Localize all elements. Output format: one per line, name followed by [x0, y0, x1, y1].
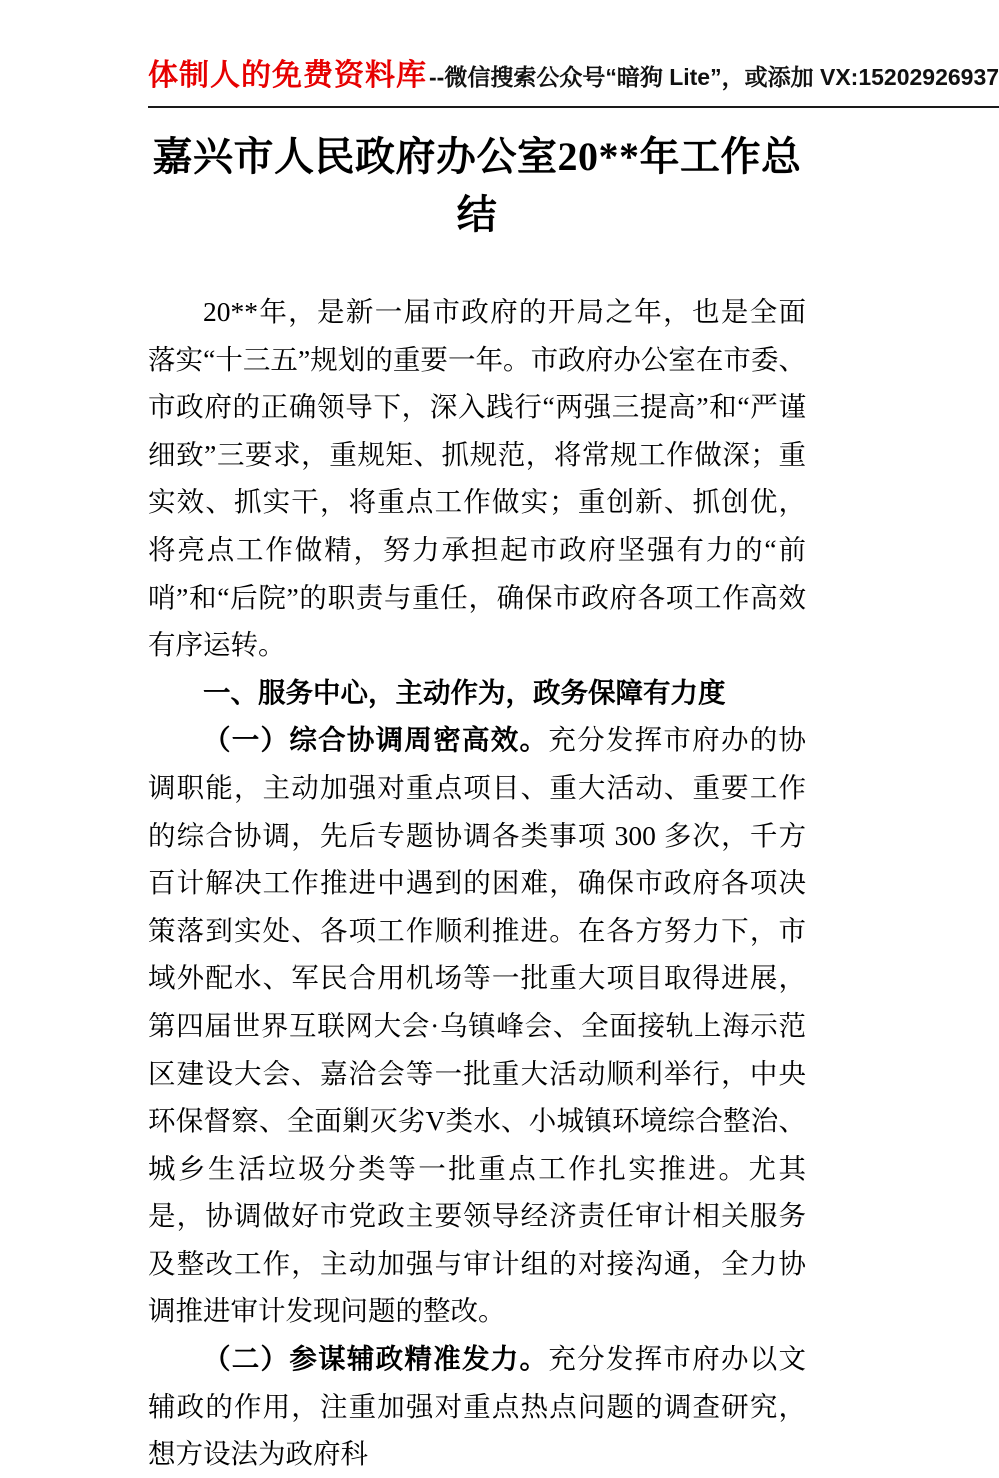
promo-header — [148, 56, 999, 108]
body-paragraph — [148, 716, 806, 1335]
body-paragraph — [148, 1335, 806, 1478]
promo-brand-text: 体制人的免费资料库 — [148, 59, 427, 92]
paragraph-lead: （一）综合协调周密高效。 — [203, 724, 549, 756]
paragraph-text: 一、服务中心，主动作为，政务保障有力度 — [203, 676, 726, 708]
document-title: 嘉兴市人民政府办公室20**年工作总结 — [152, 134, 802, 237]
paragraph-lead: （二）参谋辅政精准发力。 — [203, 1343, 549, 1375]
section-heading — [148, 669, 806, 717]
paragraph-text: 充分发挥市府办以文辅政的作用，注重加强对重点热点问题的调查研究，想方设法为政府科 — [148, 1343, 807, 1470]
body-paragraph — [148, 288, 806, 669]
paragraph-text: 充分发挥市府办的协调职能，主动加强对重点项目、重大活动、重要工作的综合协调，先后专题协调各类事项 300 多次，千方百计解决工作推进中遇到的困难，确保市政府各项决策落到实处、各项工作顺利推进。在各方努力下，市域外配水、军民合用机场等一批重大项目取得进展，第四届世界互联网大会·乌镇峰会、全面接轨上海示范区建设大会、嘉洽会等一批重大活动顺利举行，中央环保督察、全面剿灭劣V类水、小城镇环境综合整治、城乡生活垃圾分类等一批重点工作扎实推进。尤其是，协调做好市党政主要领导经济责任审计相关服务及整改工作，主动加强与审计组的对接沟通，全力协调推进审计发现问题的整改。 — [148, 724, 807, 1327]
document-body — [148, 288, 806, 1478]
promo-subtitle-text: --微信搜索公众号“暗狗 Lite”，或添加 VX:15202926937 — [429, 64, 999, 90]
paragraph-text: 20**年，是新一届市政府的开局之年，也是全面落实“十三五”规划的重要一年。市政府办公室在市委、市政府的正确领导下，深入践行“两强三提高”和“严谨细致”三要求，重规矩、抓规范，将常规工作做深；重实效、抓实干，将重点工作做实；重创新、抓创优，将亮点工作做精，努力承担起市政府坚强有力的“前哨”和“后院”的职责与重任，确保市政府各项工作高效有序运转。 — [148, 296, 806, 661]
